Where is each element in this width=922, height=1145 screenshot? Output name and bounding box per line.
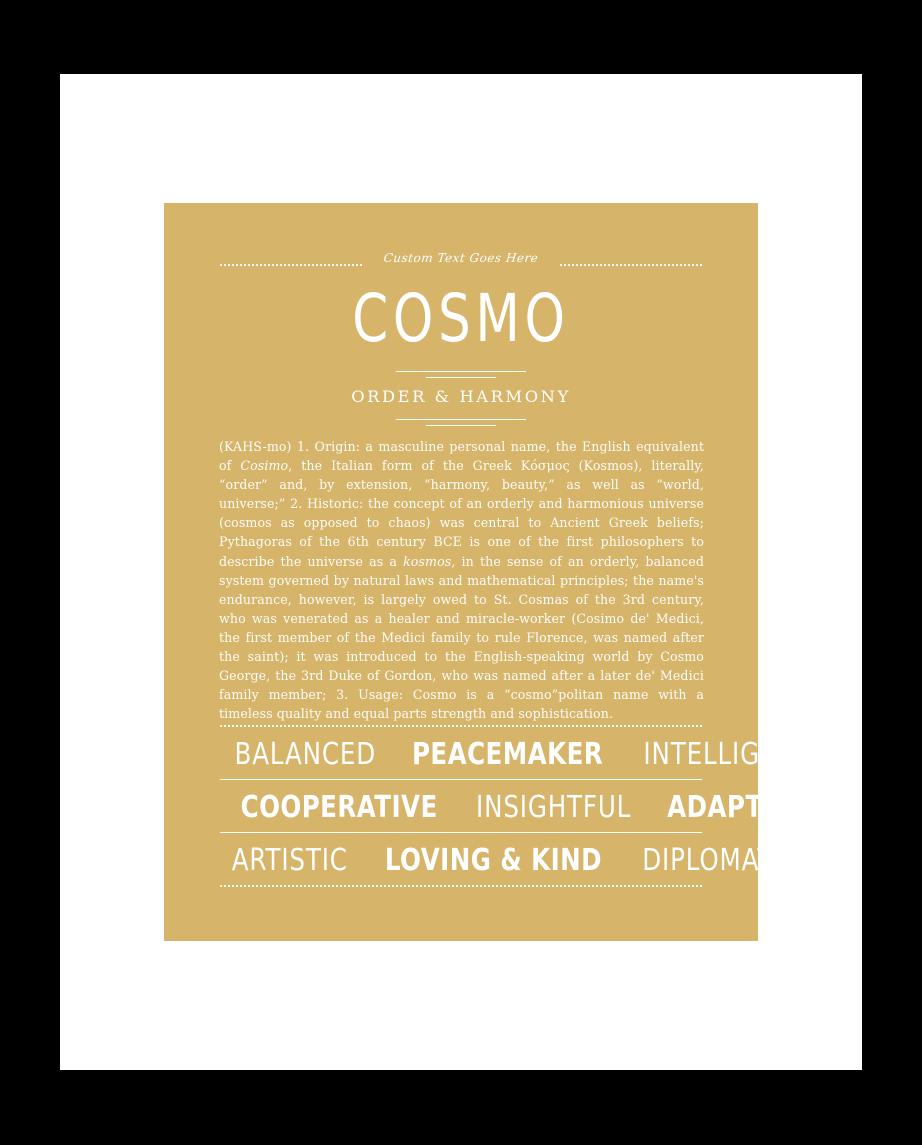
custom-text: Custom Text Goes Here <box>382 251 540 265</box>
meaning-underline-rule <box>396 419 526 420</box>
trait-word: ARTISTIC <box>231 842 348 878</box>
definition-part-1: (KAHS-mo) 1. Origin: a masculine personal name, the English equivalent of <box>219 439 704 474</box>
name-underline-rule-short <box>426 377 496 378</box>
name-definition <box>219 437 704 723</box>
trait-row-3 <box>219 837 800 883</box>
trait-row-2 <box>219 784 833 830</box>
trait-divider-rule <box>220 832 702 833</box>
trait-word: BALANCED <box>234 736 376 772</box>
trait-divider-rule <box>220 779 702 780</box>
traits-top-dotted-divider <box>220 725 702 727</box>
definition-emphasis-1: Cosimo <box>240 458 289 474</box>
trait-word: COOPERATIVE <box>240 789 438 825</box>
name-underline-rule <box>396 371 526 372</box>
definition-part-3: , in the sense of an orderly, balanced system governed by natural laws and mathematical principles; the name's endurance, however, is largely owed to St. Cosmas of the 3rd century, who was venerated as a healer and miracle-worker (Cosimo de' Medici, the first member of the Medici family to rule Florence, was named after the saint); it was introduced to the English-speaking world by Cosmo George, the 3rd Duke of Gordon, who was named after a later de' Medici family member; 3. Usage: Cosmo is a “cosmo”politan name with a timeless quality and equal parts strength and sophistication. <box>219 553 704 722</box>
trait-word: INSIGHTFUL <box>476 789 632 825</box>
trait-word: PEACEMAKER <box>412 736 604 772</box>
trait-word: ADAPTABLE <box>666 789 833 825</box>
trait-row-1 <box>219 731 812 777</box>
meaning-underline-rule-short <box>426 425 496 426</box>
definition-emphasis-2: kosmos <box>403 553 452 569</box>
definition-part-2: , the Italian form of the Greek Κόσμος (Kosmos), literally, “order” and, by extension, “harmony, beauty,” as well as “world, universe;” 2. Historic: the concept of an orderly and harmonious universe (cosmos as opposed to chaos) was central to Ancient Greek beliefs; Pythagoras of the 6th century BCE is one of the first philosophers to describe the universe as a <box>219 458 705 569</box>
trait-word: INTELLIGENT <box>643 736 812 772</box>
poster-name-title: COSMO <box>352 280 570 357</box>
traits-bottom-dotted-divider <box>220 885 702 887</box>
name-meaning: ORDER & HARMONY <box>351 387 571 406</box>
trait-word: LOVING & KIND <box>384 842 602 878</box>
trait-word: DIPLOMATIC <box>642 842 800 878</box>
name-poster <box>164 203 833 941</box>
